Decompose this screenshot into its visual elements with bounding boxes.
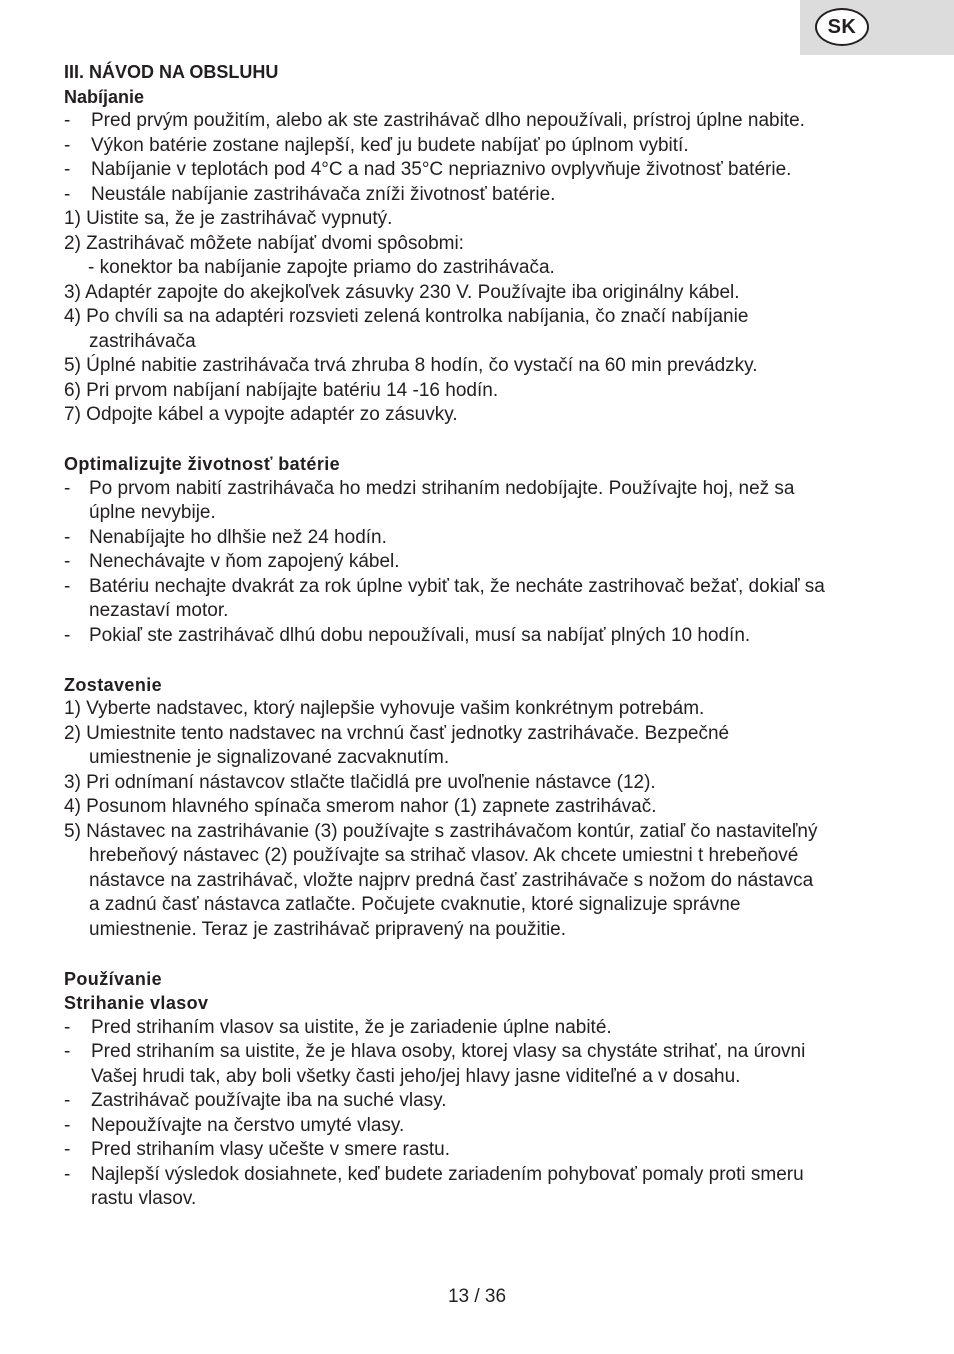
list-item: 7) Odpojte kábel a vypojte adaptér zo zásuvky.: [64, 404, 458, 425]
section-title: III. NÁVOD NA OBSLUHU: [64, 62, 279, 82]
list-item: 3) Adaptér zapojte do akejkoľvek zásuvky 230 V. Používajte iba originálny kábel.: [64, 281, 740, 303]
language-badge: SK: [815, 8, 869, 46]
list-item: - Pred prvým použitím, alebo ak ste zastrihávač dlho nepoužívali, prístroj úplne nabite.: [64, 110, 805, 131]
list-item: - Batériu nechajte dvakrát za rok úplne vybiť tak, že necháte zastrihovač bežať, dokiaľ sa: [64, 575, 825, 597]
list-item-continuation: umiestnenie. Teraz je zastrihávač pripravený na použitie.: [89, 918, 567, 940]
list-item: - Najlepší výsledok dosiahnete, keď budete zariadením pohybovať pomaly proti smeru: [64, 1163, 804, 1185]
heading-optimize: Optimalizujte životnosť batérie: [64, 454, 341, 474]
manual-content: [64, 60, 894, 1212]
heading-usage: Používanie: [64, 968, 163, 989]
list-item: 4) Posunom hlavného spínača smerom nahor (1) zapnete zastrihávač.: [64, 796, 657, 817]
list-item: - Po prvom nabití zastrihávača ho medzi strihaním nedobíjajte. Používajte hoj, než sa: [64, 477, 795, 499]
list-item-continuation: nezastaví motor.: [89, 600, 229, 621]
list-item: - Neustále nabíjanie zastrihávača zníži životnosť batérie.: [64, 183, 556, 205]
language-tab: [800, 0, 954, 55]
list-item: 3) Pri odnímaní nástavcov stlačte tlačidlá pre uvoľnenie nástavce (12).: [64, 771, 656, 793]
list-item: 4) Po chvíli sa na adaptéri rozsvieti zelená kontrolka nabíjania, čo značí nabíjanie: [64, 306, 749, 327]
list-item-continuation: úplne nevybije.: [89, 502, 216, 523]
list-item: 2) Umiestnite tento nadstavec na vrchnú časť jednotky zastrihávače. Bezpečné: [64, 722, 730, 744]
list-item: - Nepoužívajte na čerstvo umyté vlasy.: [64, 1114, 405, 1136]
list-item-continuation: a zadnú časť nástavca zatlačte. Počujete cvaknutie, ktoré signalizuje správne: [89, 894, 741, 915]
subheading-hair-cutting: Strihanie vlasov: [64, 993, 209, 1013]
spacer: [64, 942, 894, 967]
list-item-continuation: nástavce na zastrihávač, vložte najprv predná časť zastrihávače s nožom do nástavca: [89, 869, 814, 891]
list-item: - Pokiaľ ste zastrihávač dlhú dobu nepoužívali, musí sa nabíjať plných 10 hodín.: [64, 624, 751, 646]
list-item: - Nabíjanie v teplotách pod 4°C a nad 35°C nepriaznivo ovplyvňuje životnosť batérie.: [64, 159, 792, 180]
list-item: - Nenabíjajte ho dlhšie než 24 hodín.: [64, 526, 387, 548]
list-item-continuation: hrebeňový nástavec (2) používajte sa strihač vlasov. Ak chcete umiestni t hrebeňové: [89, 845, 799, 866]
list-item: - Pred strihaním vlasov sa uistite, že je zariadenie úplne nabité.: [64, 1016, 612, 1038]
list-item-continuation: rastu vlasov.: [91, 1188, 197, 1209]
list-item: - Pred strihaním sa uistite, že je hlava osoby, ktorej vlasy sa chystáte strihať, na úrovni: [64, 1041, 806, 1062]
list-item: 1) Vyberte nadstavec, ktorý najlepšie vyhovuje vašim konkrétnym potrebám.: [64, 698, 705, 719]
list-item: - Nenechávajte v ňom zapojený kábel.: [64, 551, 400, 572]
list-item: 6) Pri prvom nabíjaní nabíjajte batériu 14 -16 hodín.: [64, 379, 499, 401]
heading-assembly: Zostavenie: [64, 674, 163, 695]
list-item-continuation: Vašej hrudi tak, aby boli všetky časti jeho/jej hlavy jasne viditeľné a v dosahu.: [91, 1065, 741, 1087]
list-item-continuation: zastrihávača: [89, 330, 196, 352]
list-item: - konektor ba nabíjanie zapojte priamo do zastrihávača.: [88, 257, 555, 278]
list-item: 2) Zastrihávač môžete nabíjať dvomi spôsobmi:: [64, 232, 464, 254]
page-number: 13 / 36: [447, 1286, 507, 1307]
spacer: [64, 428, 894, 453]
list-item: 5) Úplné nabitie zastrihávača trvá zhruba 8 hodín, čo vystačí na 60 min prevádzky.: [64, 355, 758, 376]
spacer: [64, 648, 894, 673]
list-item: - Zastrihávač používajte iba na suché vlasy.: [64, 1090, 447, 1111]
list-item: 1) Uistite sa, že je zastrihávač vypnutý.: [64, 208, 393, 229]
list-item-continuation: umiestnenie je signalizované zacvaknutím.: [89, 747, 450, 768]
heading-charging: Nabíjanie: [64, 86, 145, 107]
list-item: 5) Nástavec na zastrihávanie (3) používajte s zastrihávačom kontúr, zatiaľ čo nastaviteľný: [64, 820, 818, 842]
list-item: - Výkon batérie zostane najlepší, keď ju budete nabíjať po úplnom vybití.: [64, 134, 689, 156]
list-item: - Pred strihaním vlasy učešte v smere rastu.: [64, 1139, 451, 1160]
